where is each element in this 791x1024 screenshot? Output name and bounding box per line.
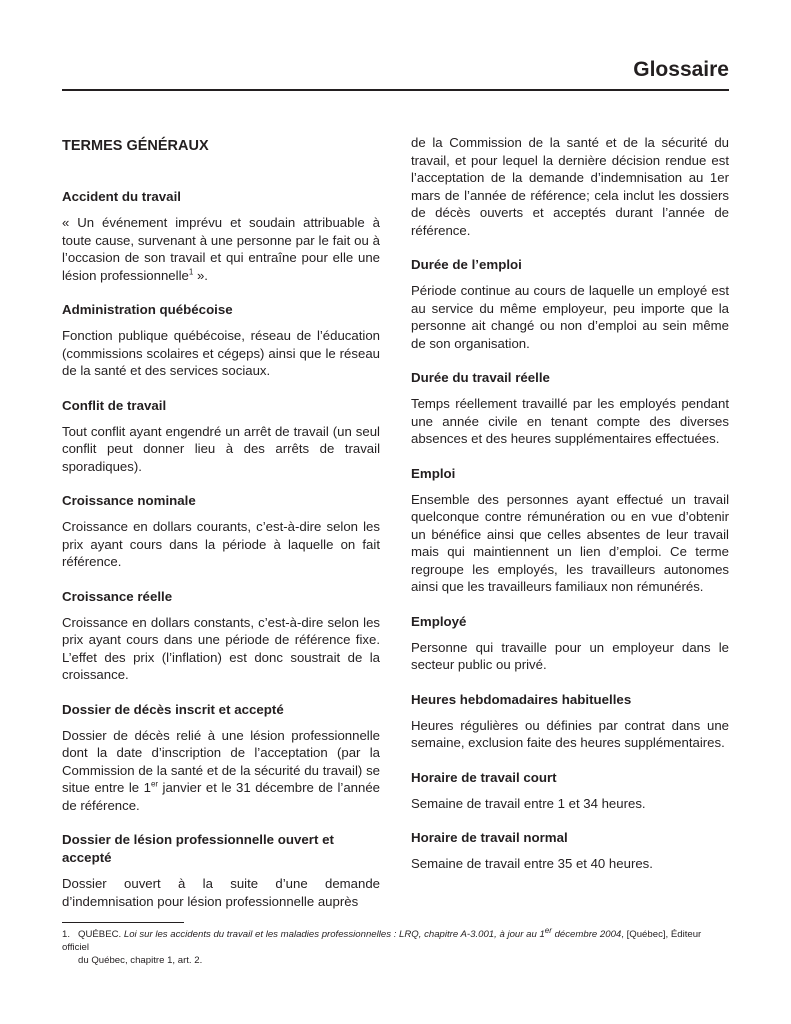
term-definition: Dossier ouvert à la suite d’une demande d’indemnisation pour lésion professionnelle auprès <box>62 876 380 909</box>
glossary-entry <box>411 613 729 674</box>
term-title: Conflit de travail <box>62 397 167 413</box>
term-title: Administration québécoise <box>62 302 233 317</box>
term-title: Dossier de décès inscrit et accepté <box>62 701 284 717</box>
glossary-entry <box>62 831 380 910</box>
term-definition: Temps réellement travaillé par les employés pendant une année civile en tenant compte des diverses absences et des heures supplémentaires effectuées. <box>411 396 729 446</box>
glossary-entry <box>62 188 380 284</box>
term-title: Heures hebdomadaires habituelles <box>411 691 632 707</box>
glossary-entry <box>411 691 729 752</box>
right-column <box>411 134 729 890</box>
glossary-entry <box>62 301 380 380</box>
glossary-entry <box>62 701 380 815</box>
term-definition: Croissance en dollars courants, c’est-à-dire selon les prix ayant cours dans la période à laquelle on fait référence. <box>62 519 380 569</box>
term-title: Croissance nominale <box>62 493 196 508</box>
term-title: Croissance réelle <box>62 588 173 604</box>
page-title: Glossaire <box>633 58 729 81</box>
term-title: Accident du travail <box>62 189 181 204</box>
term-title: Durée de l’emploi <box>411 257 522 272</box>
glossary-entry <box>62 588 380 684</box>
footnote: 1. QUÉBEC. Loi sur les accidents du travail et les maladies professionnelles : LRQ, chapitre A-3.001, à jour au 1er décembre 2004, [Québec], Éditeur officiel du Québec, chapitre 1, art. 2. <box>62 925 702 966</box>
term-definition: Période continue au cours de laquelle un employé est au service du même employeur, peu importe que la personne ait changé ou non d’emploi au sein même de son organisation. <box>411 283 729 351</box>
term-title: Horaire de travail court <box>411 769 557 785</box>
left-column <box>62 134 380 927</box>
glossary-entry <box>411 769 729 813</box>
glossary-entry <box>411 465 729 596</box>
term-definition: Tout conflit ayant engendré un arrêt de travail (un seul conflit peut donner lieu à des arrêts de travail sporadiques). <box>62 423 380 474</box>
glossary-entry <box>62 492 380 571</box>
term-title: Emploi <box>411 465 456 481</box>
glossary-entry <box>411 829 729 873</box>
term-title: Employé <box>411 613 467 629</box>
term-definition: Ensemble des personnes ayant effectué un travail quelconque contre rémunération ou en vue d’obtenir un bénéfice ainsi que celles absentes de leur travail mais qui maintiennent un lien d’emploi. Ce terme regroupe les employés, les travailleurs autonomes ainsi que les travailleurs familiaux non rémunérés. <box>411 491 729 594</box>
term-definition-continued: de la Commission de la santé et de la sécurité du travail, et pour lequel la dernière décision rendue est l’acceptation de la demande d’indemnisation au 1er mars de l’année de référence; cela inclut les dossiers de décès ouverts et acceptés durant l’année de référence. <box>411 135 729 238</box>
term-definition: « Un événement imprévu et soudain attribuable à toute cause, survenant à une personne par le fait ou à l’occasion de son travail et qui entraîne pour elle une lésion professionnelle$^1$ ». <box>62 215 380 283</box>
footnote-number: 1. <box>62 929 71 940</box>
section-heading: TERMES GÉNÉRAUX <box>62 138 209 154</box>
term-title: Dossier de lésion professionnelle ouvert et accepté <box>62 832 334 865</box>
term-title: Horaire de travail normal <box>411 830 568 845</box>
term-definition: Personne qui travaille pour un employeur dans le secteur public ou privé. <box>411 639 729 672</box>
footnote-ref: 1 <box>188 267 194 277</box>
glossary-entry <box>411 256 729 352</box>
term-title: Durée du travail réelle <box>411 370 550 385</box>
term-definition: Heures régulières ou définies par contrat dans une semaine, exclusion faite des heures supplémentaires. <box>411 717 729 750</box>
glossary-entry <box>62 397 380 476</box>
term-definition: Semaine de travail entre 1 et 34 heures. <box>411 795 646 811</box>
footnote-rule <box>62 922 184 923</box>
term-definition: Fonction publique québécoise, réseau de l’éducation (commissions scolaires et cégeps) ainsi que le réseau de la santé et des services sociaux. <box>62 328 380 378</box>
glossary-entry <box>411 369 729 448</box>
header-rule <box>62 89 729 91</box>
term-definition: Semaine de travail entre 35 et 40 heures. <box>411 856 653 871</box>
term-definition: Dossier de décès relié à une lésion professionnelle dont la date d’inscription de l’acceptation (par la Commission de la santé et de la sécurité du travail) se situe entre le 1er janvier et le 31 décembre de l’année de référence. <box>62 727 380 813</box>
term-definition: Croissance en dollars constants, c’est-à-dire selon les prix ayant cours dans une période de référence fixe. L’effet des prix (l’inflation) est donc soustrait de la croissance. <box>62 614 380 682</box>
